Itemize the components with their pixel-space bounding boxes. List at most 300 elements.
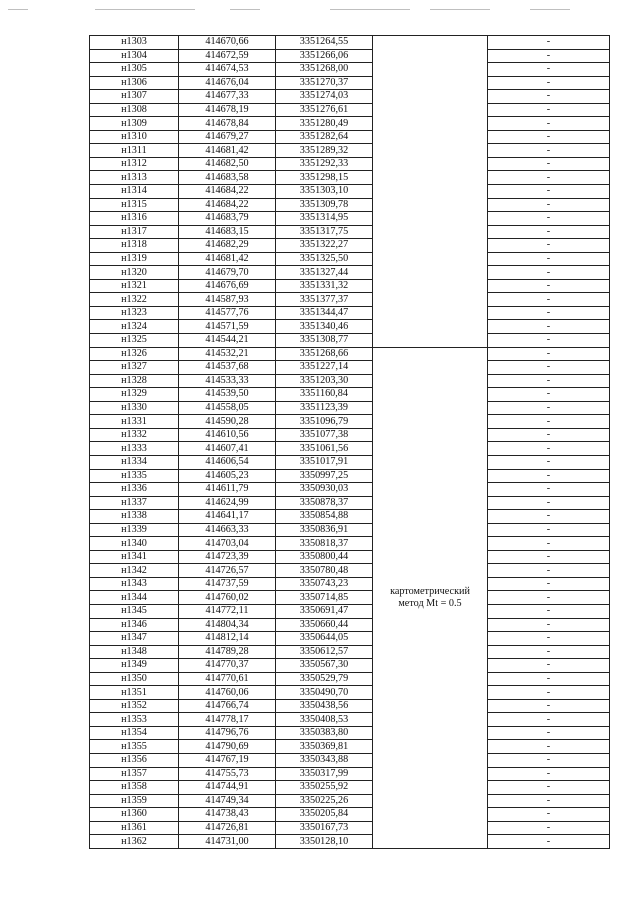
- point-id-cell: н1322: [90, 293, 179, 307]
- point-id-cell: н1341: [90, 550, 179, 564]
- y-coordinate-cell: 3350836,91: [276, 523, 373, 537]
- y-coordinate-cell: 3351314,95: [276, 212, 373, 226]
- table-row: [90, 686, 610, 700]
- x-coordinate-cell: 414770,37: [179, 659, 276, 673]
- point-id-cell: н1362: [90, 835, 179, 849]
- table-row: [90, 293, 610, 307]
- x-coordinate-cell: 414681,42: [179, 144, 276, 158]
- x-coordinate-cell: 414544,21: [179, 334, 276, 348]
- x-coordinate-cell: 414726,57: [179, 564, 276, 578]
- table-row: [90, 361, 610, 375]
- table-row: [90, 455, 610, 469]
- note-cell: -: [488, 455, 610, 469]
- table-row: [90, 185, 610, 199]
- y-coordinate-cell: 3351270,37: [276, 76, 373, 90]
- note-cell: -: [488, 550, 610, 564]
- x-coordinate-cell: 414641,17: [179, 510, 276, 524]
- table-row: [90, 510, 610, 524]
- note-cell: -: [488, 212, 610, 226]
- x-coordinate-cell: 414676,04: [179, 76, 276, 90]
- method-text-line1: картометрический: [390, 585, 470, 597]
- table-row: [90, 76, 610, 90]
- header-rule-2: [95, 9, 195, 10]
- point-id-cell: н1313: [90, 171, 179, 185]
- x-coordinate-cell: 414772,11: [179, 604, 276, 618]
- y-coordinate-cell: 3351274,03: [276, 90, 373, 104]
- note-cell: -: [488, 821, 610, 835]
- point-id-cell: н1303: [90, 36, 179, 50]
- x-coordinate-cell: 414796,76: [179, 726, 276, 740]
- point-id-cell: н1334: [90, 455, 179, 469]
- header-rule-1: [8, 9, 28, 10]
- note-cell: -: [488, 523, 610, 537]
- note-cell: -: [488, 808, 610, 822]
- x-coordinate-cell: 414760,06: [179, 686, 276, 700]
- x-coordinate-cell: 414611,79: [179, 483, 276, 497]
- note-cell: -: [488, 835, 610, 849]
- table-row: [90, 401, 610, 415]
- note-cell: -: [488, 266, 610, 280]
- table-row: [90, 469, 610, 483]
- table-row: [90, 225, 610, 239]
- point-id-cell: н1350: [90, 672, 179, 686]
- y-coordinate-cell: 3351266,06: [276, 49, 373, 63]
- point-id-cell: н1318: [90, 239, 179, 253]
- y-coordinate-cell: 3351292,33: [276, 157, 373, 171]
- table-row: [90, 577, 610, 591]
- table-row: [90, 415, 610, 429]
- note-cell: -: [488, 401, 610, 415]
- y-coordinate-cell: 3351325,50: [276, 252, 373, 266]
- x-coordinate-cell: 414789,28: [179, 645, 276, 659]
- table-row: [90, 808, 610, 822]
- x-coordinate-cell: 414533,33: [179, 374, 276, 388]
- y-coordinate-cell: 3351123,39: [276, 401, 373, 415]
- table-row: [90, 117, 610, 131]
- y-coordinate-cell: 3350567,30: [276, 659, 373, 673]
- y-coordinate-cell: 3350800,44: [276, 550, 373, 564]
- x-coordinate-cell: 414677,33: [179, 90, 276, 104]
- y-coordinate-cell: 3351298,15: [276, 171, 373, 185]
- y-coordinate-cell: 3350818,37: [276, 537, 373, 551]
- note-cell: -: [488, 225, 610, 239]
- note-cell: -: [488, 117, 610, 131]
- note-cell: -: [488, 564, 610, 578]
- y-coordinate-cell: 3350930,03: [276, 483, 373, 497]
- note-cell: -: [488, 415, 610, 429]
- note-cell: -: [488, 239, 610, 253]
- y-coordinate-cell: 3350317,99: [276, 767, 373, 781]
- y-coordinate-cell: 3351268,00: [276, 63, 373, 77]
- y-coordinate-cell: 3351344,47: [276, 306, 373, 320]
- point-id-cell: н1335: [90, 469, 179, 483]
- point-id-cell: н1351: [90, 686, 179, 700]
- table-row: [90, 388, 610, 402]
- y-coordinate-cell: 3350128,10: [276, 835, 373, 849]
- note-cell: -: [488, 632, 610, 646]
- x-coordinate-cell: 414606,54: [179, 455, 276, 469]
- x-coordinate-cell: 414760,02: [179, 591, 276, 605]
- point-id-cell: н1333: [90, 442, 179, 456]
- x-coordinate-cell: 414678,19: [179, 103, 276, 117]
- x-coordinate-cell: 414684,22: [179, 198, 276, 212]
- header-rule-4: [330, 9, 410, 10]
- x-coordinate-cell: 414679,70: [179, 266, 276, 280]
- x-coordinate-cell: 414767,19: [179, 753, 276, 767]
- point-id-cell: н1323: [90, 306, 179, 320]
- note-cell: -: [488, 591, 610, 605]
- y-coordinate-cell: 3351276,61: [276, 103, 373, 117]
- table-row: [90, 537, 610, 551]
- y-coordinate-cell: 3351289,32: [276, 144, 373, 158]
- note-cell: -: [488, 577, 610, 591]
- table-row: [90, 239, 610, 253]
- table-row: [90, 442, 610, 456]
- point-id-cell: н1336: [90, 483, 179, 497]
- note-cell: -: [488, 49, 610, 63]
- x-coordinate-cell: 414683,79: [179, 212, 276, 226]
- y-coordinate-cell: 3350438,56: [276, 699, 373, 713]
- x-coordinate-cell: 414670,66: [179, 36, 276, 50]
- x-coordinate-cell: 414766,74: [179, 699, 276, 713]
- x-coordinate-cell: 414571,59: [179, 320, 276, 334]
- method-cell: [373, 347, 488, 848]
- table-row: [90, 334, 610, 348]
- table-row: [90, 171, 610, 185]
- point-id-cell: н1325: [90, 334, 179, 348]
- table-row: [90, 198, 610, 212]
- y-coordinate-cell: 3350691,47: [276, 604, 373, 618]
- point-id-cell: н1346: [90, 618, 179, 632]
- y-coordinate-cell: 3351308,77: [276, 334, 373, 348]
- x-coordinate-cell: 414726,81: [179, 821, 276, 835]
- note-cell: -: [488, 347, 610, 361]
- y-coordinate-cell: 3351303,10: [276, 185, 373, 199]
- point-id-cell: н1329: [90, 388, 179, 402]
- table-row: [90, 103, 610, 117]
- y-coordinate-cell: 3350255,92: [276, 781, 373, 795]
- table-row: [90, 699, 610, 713]
- note-cell: -: [488, 767, 610, 781]
- point-id-cell: н1310: [90, 130, 179, 144]
- y-coordinate-cell: 3351377,37: [276, 293, 373, 307]
- table-row: [90, 591, 610, 605]
- point-id-cell: н1348: [90, 645, 179, 659]
- note-cell: -: [488, 374, 610, 388]
- table-row: [90, 781, 610, 795]
- y-coordinate-cell: 3351203,30: [276, 374, 373, 388]
- y-coordinate-cell: 3350343,88: [276, 753, 373, 767]
- point-id-cell: н1319: [90, 252, 179, 266]
- table-row: [90, 726, 610, 740]
- note-cell: -: [488, 279, 610, 293]
- note-cell: -: [488, 483, 610, 497]
- table-row: [90, 550, 610, 564]
- x-coordinate-cell: 414587,93: [179, 293, 276, 307]
- point-id-cell: н1328: [90, 374, 179, 388]
- point-id-cell: н1340: [90, 537, 179, 551]
- y-coordinate-cell: 3350854,88: [276, 510, 373, 524]
- table-row: [90, 36, 610, 50]
- x-coordinate-cell: 414684,22: [179, 185, 276, 199]
- y-coordinate-cell: 3351227,14: [276, 361, 373, 375]
- x-coordinate-cell: 414683,58: [179, 171, 276, 185]
- x-coordinate-cell: 414744,91: [179, 781, 276, 795]
- table-row: [90, 157, 610, 171]
- y-coordinate-cell: 3351077,38: [276, 428, 373, 442]
- note-cell: -: [488, 645, 610, 659]
- point-id-cell: н1316: [90, 212, 179, 226]
- coordinates-table: [89, 35, 610, 849]
- y-coordinate-cell: 3350878,37: [276, 496, 373, 510]
- table-row: [90, 740, 610, 754]
- table-row: [90, 821, 610, 835]
- table-row: [90, 794, 610, 808]
- x-coordinate-cell: 414607,41: [179, 442, 276, 456]
- y-coordinate-cell: 3350743,23: [276, 577, 373, 591]
- table-row: [90, 347, 610, 361]
- point-id-cell: н1353: [90, 713, 179, 727]
- y-coordinate-cell: 3351061,56: [276, 442, 373, 456]
- point-id-cell: н1314: [90, 185, 179, 199]
- note-cell: -: [488, 740, 610, 754]
- note-cell: -: [488, 388, 610, 402]
- point-id-cell: н1356: [90, 753, 179, 767]
- table-row: [90, 618, 610, 632]
- coordinates-table-body: [90, 36, 610, 849]
- point-id-cell: н1305: [90, 63, 179, 77]
- table-row: [90, 266, 610, 280]
- y-coordinate-cell: 3350714,85: [276, 591, 373, 605]
- note-cell: -: [488, 659, 610, 673]
- note-cell: -: [488, 157, 610, 171]
- note-cell: -: [488, 699, 610, 713]
- y-coordinate-cell: 3350644,05: [276, 632, 373, 646]
- point-id-cell: н1345: [90, 604, 179, 618]
- x-coordinate-cell: 414804,34: [179, 618, 276, 632]
- table-row: [90, 374, 610, 388]
- header-rule-6: [530, 9, 570, 10]
- x-coordinate-cell: 414679,27: [179, 130, 276, 144]
- point-id-cell: н1321: [90, 279, 179, 293]
- table-row: [90, 645, 610, 659]
- point-id-cell: н1352: [90, 699, 179, 713]
- note-cell: -: [488, 130, 610, 144]
- y-coordinate-cell: 3351268,66: [276, 347, 373, 361]
- x-coordinate-cell: 414537,68: [179, 361, 276, 375]
- y-coordinate-cell: 3350612,57: [276, 645, 373, 659]
- header-rule-3: [230, 9, 260, 10]
- y-coordinate-cell: 3350383,80: [276, 726, 373, 740]
- y-coordinate-cell: 3351160,84: [276, 388, 373, 402]
- table-row: [90, 523, 610, 537]
- point-id-cell: н1315: [90, 198, 179, 212]
- x-coordinate-cell: 414770,61: [179, 672, 276, 686]
- point-id-cell: н1307: [90, 90, 179, 104]
- note-cell: -: [488, 442, 610, 456]
- table-row: [90, 496, 610, 510]
- table-row: [90, 279, 610, 293]
- method-cell-upper: [373, 36, 488, 348]
- note-cell: -: [488, 510, 610, 524]
- y-coordinate-cell: 3351096,79: [276, 415, 373, 429]
- note-cell: -: [488, 293, 610, 307]
- x-coordinate-cell: 414737,59: [179, 577, 276, 591]
- note-cell: -: [488, 672, 610, 686]
- y-coordinate-cell: 3350225,26: [276, 794, 373, 808]
- header-rule-5: [430, 9, 490, 10]
- point-id-cell: н1339: [90, 523, 179, 537]
- x-coordinate-cell: 414778,17: [179, 713, 276, 727]
- y-coordinate-cell: 3350780,48: [276, 564, 373, 578]
- point-id-cell: н1326: [90, 347, 179, 361]
- method-text-line2: метод Mt = 0.5: [398, 597, 462, 609]
- x-coordinate-cell: 414683,15: [179, 225, 276, 239]
- note-cell: -: [488, 361, 610, 375]
- point-id-cell: н1358: [90, 781, 179, 795]
- point-id-cell: н1331: [90, 415, 179, 429]
- note-cell: -: [488, 469, 610, 483]
- y-coordinate-cell: 3350205,84: [276, 808, 373, 822]
- note-cell: -: [488, 252, 610, 266]
- point-id-cell: н1320: [90, 266, 179, 280]
- table-row: [90, 63, 610, 77]
- point-id-cell: н1347: [90, 632, 179, 646]
- y-coordinate-cell: 3350167,73: [276, 821, 373, 835]
- table-row: [90, 672, 610, 686]
- x-coordinate-cell: 414790,69: [179, 740, 276, 754]
- note-cell: -: [488, 198, 610, 212]
- y-coordinate-cell: 3350490,70: [276, 686, 373, 700]
- note-cell: -: [488, 334, 610, 348]
- point-id-cell: н1354: [90, 726, 179, 740]
- x-coordinate-cell: 414605,23: [179, 469, 276, 483]
- x-coordinate-cell: 414755,73: [179, 767, 276, 781]
- note-cell: -: [488, 428, 610, 442]
- x-coordinate-cell: 414682,50: [179, 157, 276, 171]
- point-id-cell: н1311: [90, 144, 179, 158]
- table-row: [90, 767, 610, 781]
- point-id-cell: н1342: [90, 564, 179, 578]
- point-id-cell: н1349: [90, 659, 179, 673]
- x-coordinate-cell: 414539,50: [179, 388, 276, 402]
- y-coordinate-cell: 3351340,46: [276, 320, 373, 334]
- y-coordinate-cell: 3351017,91: [276, 455, 373, 469]
- x-coordinate-cell: 414590,28: [179, 415, 276, 429]
- point-id-cell: н1327: [90, 361, 179, 375]
- x-coordinate-cell: 414723,39: [179, 550, 276, 564]
- note-cell: -: [488, 713, 610, 727]
- x-coordinate-cell: 414532,21: [179, 347, 276, 361]
- y-coordinate-cell: 3351317,75: [276, 225, 373, 239]
- table-row: [90, 753, 610, 767]
- point-id-cell: н1309: [90, 117, 179, 131]
- note-cell: -: [488, 320, 610, 334]
- table-row: [90, 90, 610, 104]
- point-id-cell: н1357: [90, 767, 179, 781]
- table-row: [90, 713, 610, 727]
- x-coordinate-cell: 414703,04: [179, 537, 276, 551]
- note-cell: -: [488, 306, 610, 320]
- table-row: [90, 306, 610, 320]
- note-cell: -: [488, 171, 610, 185]
- point-id-cell: н1344: [90, 591, 179, 605]
- note-cell: -: [488, 686, 610, 700]
- note-cell: -: [488, 604, 610, 618]
- y-coordinate-cell: 3350369,81: [276, 740, 373, 754]
- note-cell: -: [488, 496, 610, 510]
- table-row: [90, 632, 610, 646]
- table-row: [90, 835, 610, 849]
- note-cell: -: [488, 185, 610, 199]
- y-coordinate-cell: 3351264,55: [276, 36, 373, 50]
- point-id-cell: н1360: [90, 808, 179, 822]
- note-cell: -: [488, 794, 610, 808]
- note-cell: -: [488, 618, 610, 632]
- note-cell: -: [488, 90, 610, 104]
- table-row: [90, 604, 610, 618]
- table-row: [90, 659, 610, 673]
- table-row: [90, 564, 610, 578]
- table-row: [90, 49, 610, 63]
- note-cell: -: [488, 63, 610, 77]
- x-coordinate-cell: 414672,59: [179, 49, 276, 63]
- point-id-cell: н1317: [90, 225, 179, 239]
- x-coordinate-cell: 414738,43: [179, 808, 276, 822]
- x-coordinate-cell: 414731,00: [179, 835, 276, 849]
- point-id-cell: н1324: [90, 320, 179, 334]
- note-cell: -: [488, 36, 610, 50]
- x-coordinate-cell: 414624,99: [179, 496, 276, 510]
- x-coordinate-cell: 414558,05: [179, 401, 276, 415]
- y-coordinate-cell: 3350660,44: [276, 618, 373, 632]
- point-id-cell: н1337: [90, 496, 179, 510]
- x-coordinate-cell: 414663,33: [179, 523, 276, 537]
- x-coordinate-cell: 414678,84: [179, 117, 276, 131]
- table-row: [90, 428, 610, 442]
- note-cell: -: [488, 144, 610, 158]
- point-id-cell: н1306: [90, 76, 179, 90]
- table-row: [90, 212, 610, 226]
- x-coordinate-cell: 414577,76: [179, 306, 276, 320]
- point-id-cell: н1308: [90, 103, 179, 117]
- point-id-cell: н1332: [90, 428, 179, 442]
- y-coordinate-cell: 3350997,25: [276, 469, 373, 483]
- y-coordinate-cell: 3350408,53: [276, 713, 373, 727]
- x-coordinate-cell: 414674,53: [179, 63, 276, 77]
- table-row: [90, 320, 610, 334]
- x-coordinate-cell: 414682,29: [179, 239, 276, 253]
- table-row: [90, 252, 610, 266]
- y-coordinate-cell: 3351282,64: [276, 130, 373, 144]
- x-coordinate-cell: 414610,56: [179, 428, 276, 442]
- y-coordinate-cell: 3351309,78: [276, 198, 373, 212]
- x-coordinate-cell: 414676,69: [179, 279, 276, 293]
- point-id-cell: н1359: [90, 794, 179, 808]
- x-coordinate-cell: 414812,14: [179, 632, 276, 646]
- point-id-cell: н1338: [90, 510, 179, 524]
- note-cell: -: [488, 726, 610, 740]
- point-id-cell: н1312: [90, 157, 179, 171]
- y-coordinate-cell: 3351327,44: [276, 266, 373, 280]
- y-coordinate-cell: 3350529,79: [276, 672, 373, 686]
- y-coordinate-cell: 3351280,49: [276, 117, 373, 131]
- point-id-cell: н1343: [90, 577, 179, 591]
- table-row: [90, 130, 610, 144]
- y-coordinate-cell: 3351322,27: [276, 239, 373, 253]
- y-coordinate-cell: 3351331,32: [276, 279, 373, 293]
- point-id-cell: н1355: [90, 740, 179, 754]
